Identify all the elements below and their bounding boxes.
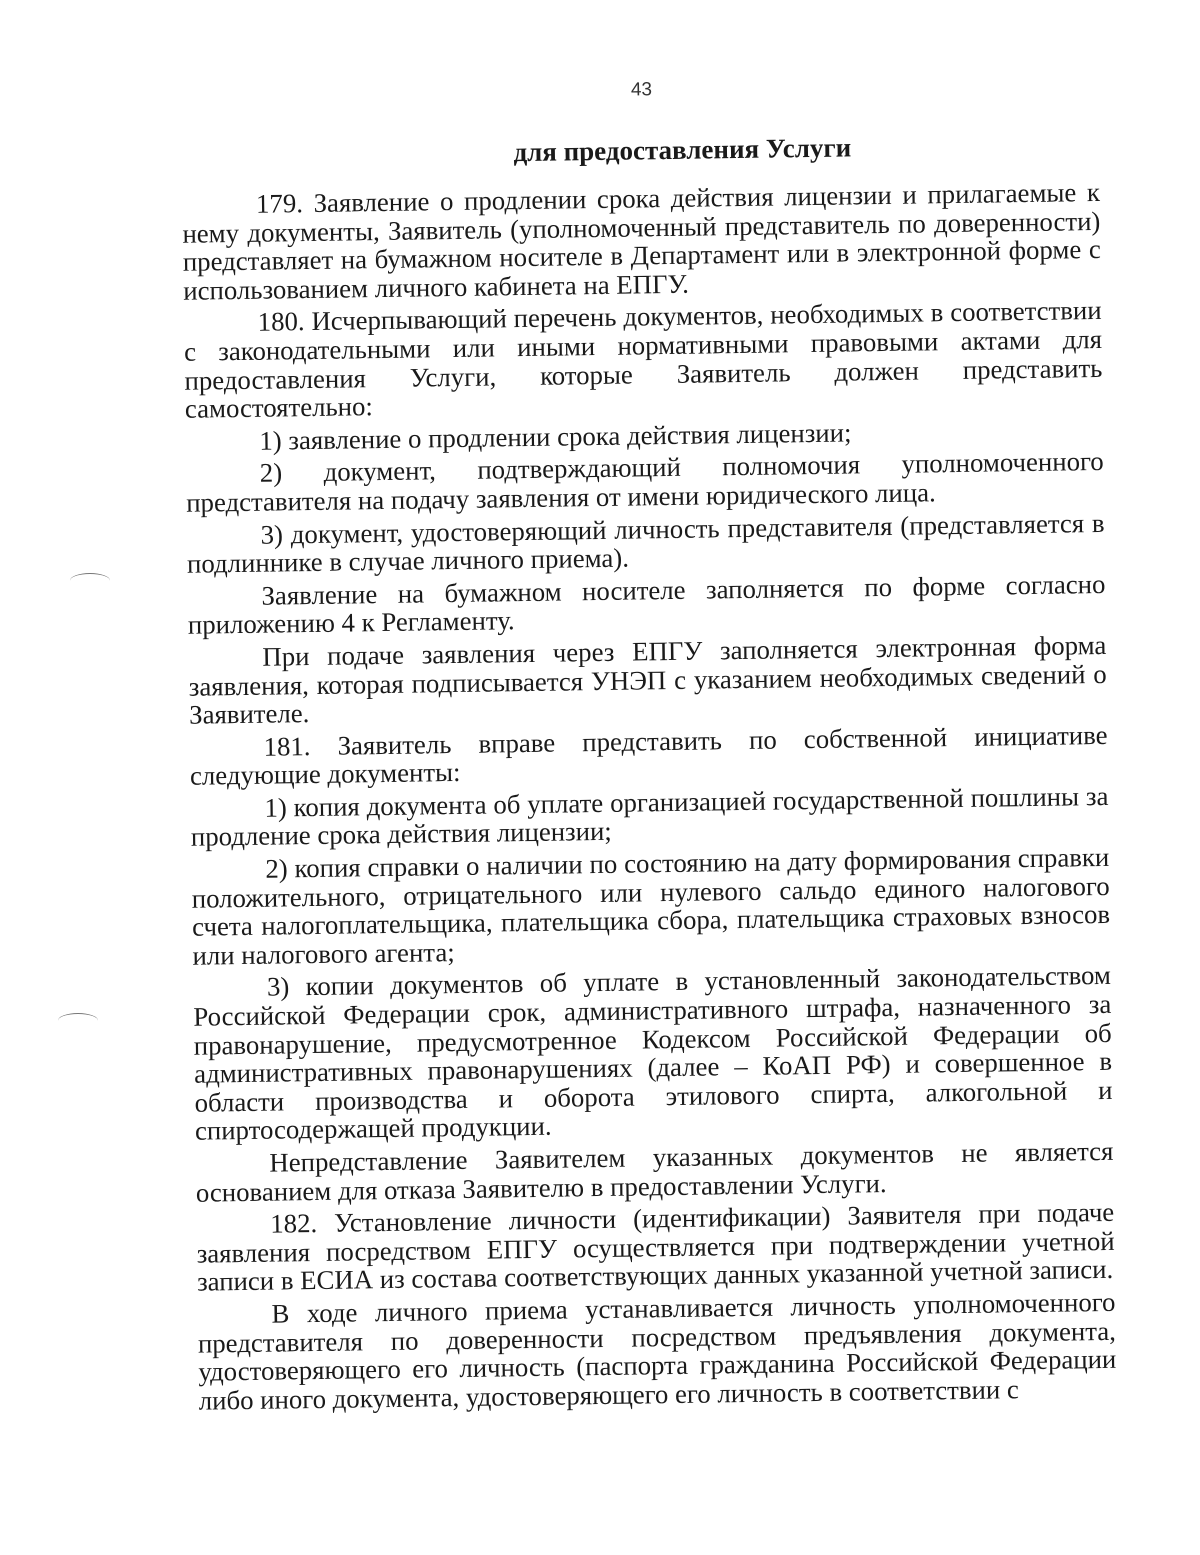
paragraph-182: 182. Установление личности (идентификации) Заявителя при подаче заявления посредством ЕПГУ осуществляется при подтверждении учетной записи в ЕСИА из состава соответствующих данных указанной учетной записи. (196, 1197, 1115, 1298)
paragraph: В ходе личного приема устанавливается личность уполномоченного представителя по доверенности посредством предъявления документа, удостоверяющего его личность (паспорта гражданина Российской Федерации либо иного документа, удостоверяющего его личность в соответствии с (197, 1286, 1117, 1416)
page-number: 43 (630, 79, 653, 101)
punch-hole-mark (58, 1013, 98, 1028)
paragraph: Непредставление Заявителем указанных документов не является основанием для отказа Заявителю в предоставлении Услуги. (195, 1135, 1114, 1208)
list-item: 1) копия документа об уплате организацией государственной пошлины за продление срока действия лицензии; (190, 780, 1109, 853)
list-item: 3) документ, удостоверяющий личность представителя (представляется в подлиннике в случае личного приема). (186, 507, 1105, 579)
document-body (182, 178, 1117, 1419)
paragraph-181: 181. Заявитель вправе представить по собственной инициативе следующие документы: (189, 719, 1108, 792)
paragraph: При подаче заявления через ЕПГУ заполняется электронная форма заявления, которая подписывается УНЭП с указанием необходимых сведений о Заявителе. (188, 629, 1107, 730)
punch-hole-mark (70, 573, 110, 588)
paragraph-180: 180. Исчерпывающий перечень документов, необходимых в соответствии с законодательными или иными нормативными правовыми актами для предоставления Услуги, которые Заявитель должен представить самостоятельно: (183, 295, 1103, 424)
list-item: 2) документ, подтверждающий полномочия уполномоченного представителя на подачу заявления от имени юридического лица. (185, 446, 1104, 518)
list-item: 3) копии документов об уплате в установленный законодательством Российской Федерации срок, административного штрафа, назначенного за правонарушение, предусмотренное Кодексом Российской Федерации об административных правонарушениях (далее – КоАП РФ) и совершенное в области производства и оборота этилового спирта, алкогольной и спиртосодержащей продукции. (193, 960, 1113, 1147)
section-heading: для предоставления Услуги (513, 132, 852, 168)
paragraph: Заявление на бумажном носителе заполняется по форме согласно приложению 4 к Регламенту. (187, 568, 1106, 641)
paragraph-179: 179. Заявление о продлении срока действия лицензии и прилагаемые к нему документы, Заявитель (уполномоченный представитель по доверенности) представляет на бумажном носителе в Департамент или в электронной форме с использованием личного кабинета на ЕПГУ. (182, 176, 1101, 306)
list-item: 2) копия справки о наличии по состоянию на дату формирования справки положительного, отрицательного или нулевого сальдо единого налогового счета налогоплательщика, плательщика сбора, плательщика страховых взносов или налогового агента; (191, 841, 1111, 971)
list-item: 1) заявление о продлении срока действия лицензии; (259, 417, 852, 456)
